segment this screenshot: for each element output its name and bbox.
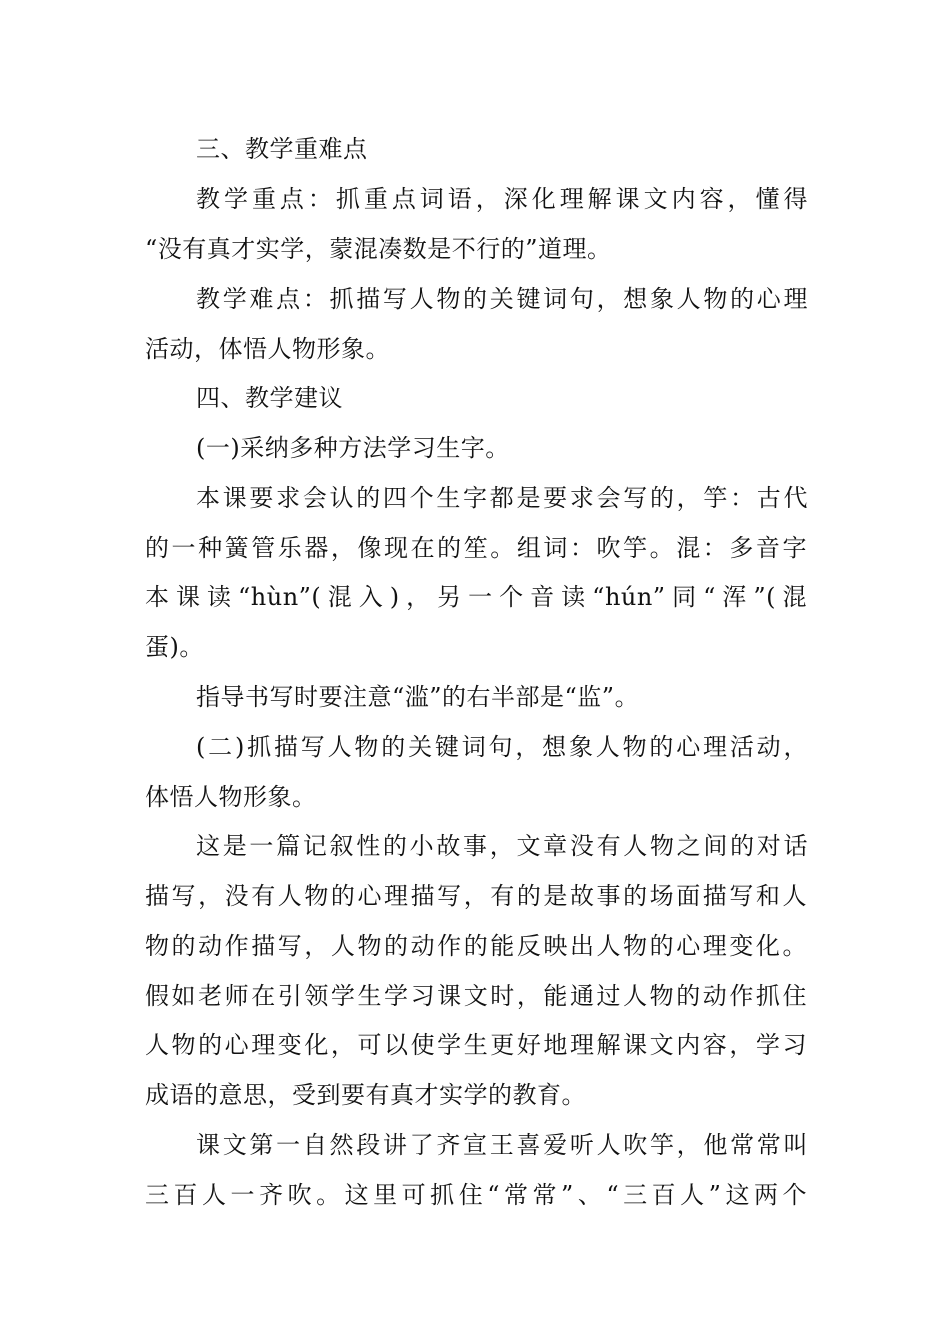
- paragraph-line: 教学重点：抓重点词语，深化理解课文内容，懂得: [196, 185, 808, 213]
- paragraph-line: “没有真才实学，蒙混凑数是不行的”道理。: [145, 235, 612, 263]
- paragraph-line: 指导书写时要注意“滥”的右半部是“监”。: [196, 683, 640, 711]
- paragraph-line: 描写，没有人物的心理描写，有的是故事的场面描写和人: [145, 882, 807, 910]
- paragraph-line: 活动，体悟人物形象。: [145, 335, 390, 363]
- section-heading-3: 三、教学重难点: [196, 135, 368, 163]
- paragraph-line: 教学难点：抓描写人物的关键词句，想象人物的心理: [196, 285, 808, 313]
- paragraph-line: 蛋)。: [145, 633, 204, 661]
- subsection-heading-2: (二)抓描写人物的关键词句，想象人物的心理活动，: [196, 733, 808, 761]
- paragraph-line: 这是一篇记叙性的小故事，文章没有人物之间的对话: [196, 832, 808, 860]
- paragraph-line: 课文第一自然段讲了齐宣王喜爱听人吹竽，他常常叫: [196, 1131, 808, 1159]
- paragraph-line: 人物的心理变化，可以使学生更好地理解课文内容，学习: [145, 1031, 807, 1059]
- subsection-heading-1: (一)采纳多种方法学习生字。: [196, 434, 510, 462]
- paragraph-line: 本课读“hùn”(混入)，另一个音读“hún”同“浑”(混: [145, 583, 807, 611]
- paragraph-line: 的一种簧管乐器，像现在的笙。组词：吹竽。混：多音字: [145, 534, 807, 562]
- paragraph-line: 本课要求会认的四个生字都是要求会写的，竽：古代: [196, 484, 808, 512]
- section-heading-4: 四、教学建议: [196, 384, 343, 412]
- paragraph-line: 物的动作描写，人物的动作的能反映出人物的心理变化。: [145, 932, 807, 960]
- paragraph-line: 假如老师在引领学生学习课文时，能通过人物的动作抓住: [145, 982, 807, 1010]
- paragraph-line: 体悟人物形象。: [145, 783, 317, 811]
- paragraph-line: 成语的意思，受到要有真才实学的教育。: [145, 1081, 586, 1109]
- paragraph-line: 三百人一齐吹。这里可抓住“常常”、“三百人”这两个: [145, 1181, 807, 1209]
